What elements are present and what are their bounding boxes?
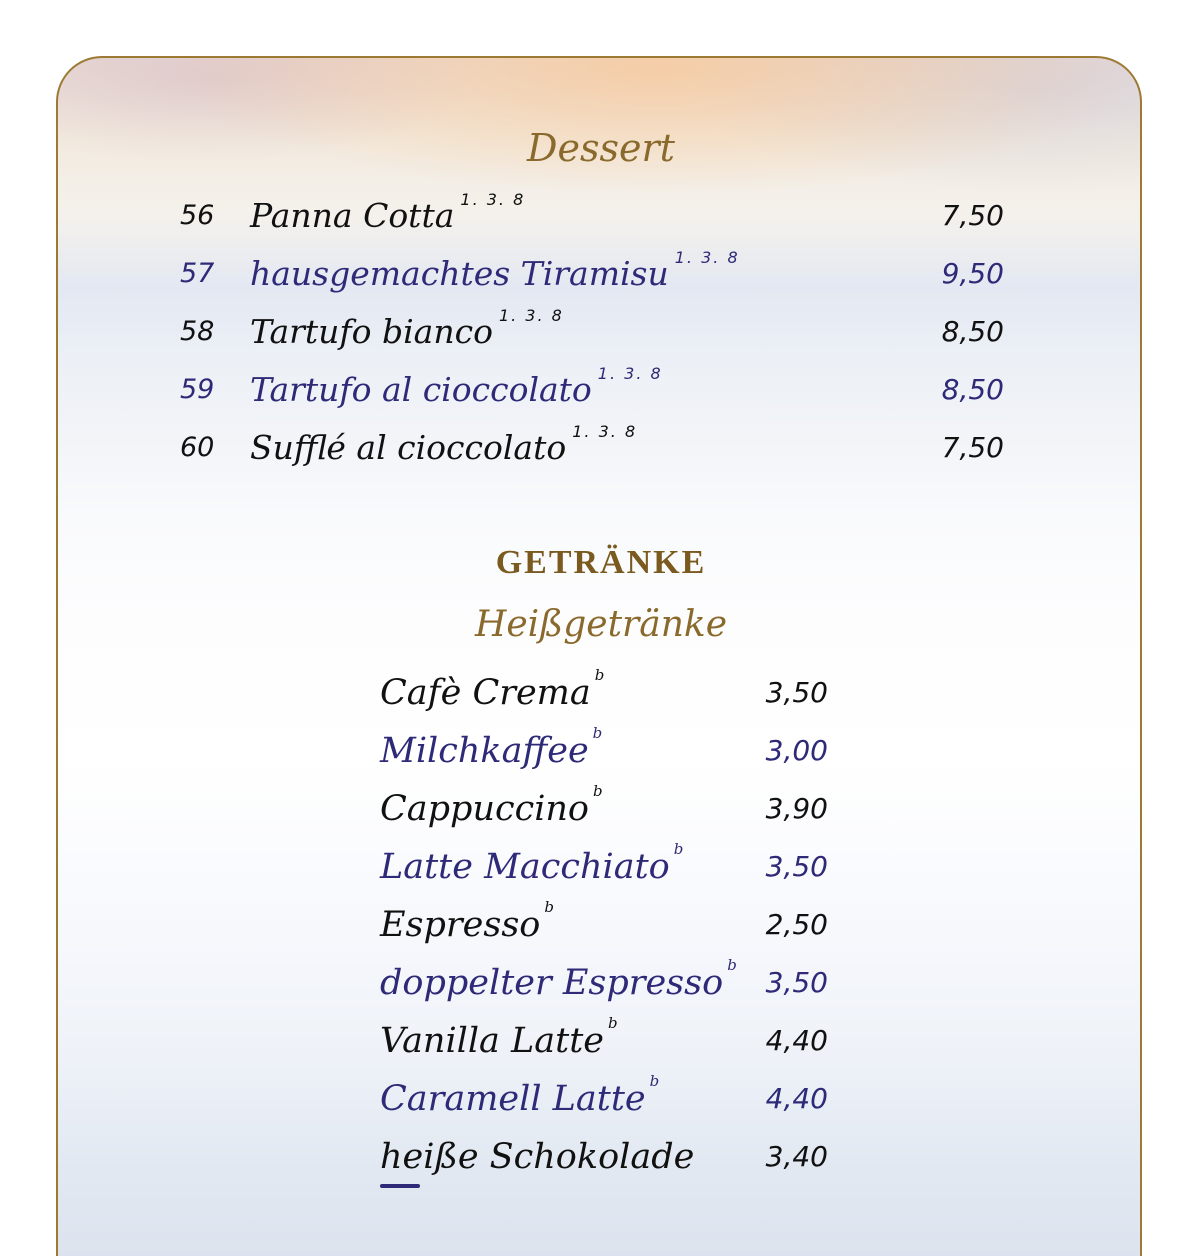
drink-name: Caramell Latte — [380, 1079, 646, 1119]
dessert-name: Sufflé al cioccolato — [250, 428, 567, 467]
allergen-codes: 1. 3. 8 — [460, 190, 526, 209]
drink-note: b — [594, 666, 605, 684]
drink-name-wrap — [380, 842, 683, 892]
allergen-codes: 1. 3. 8 — [597, 364, 663, 383]
drink-price: 3,50 — [765, 850, 828, 883]
dessert-heading: Dessert — [527, 126, 675, 170]
dessert-price: 9,50 — [941, 257, 1004, 290]
dessert-number: 58 — [180, 316, 215, 347]
drink-name: Milchkaffee — [380, 731, 589, 771]
drink-name-wrap — [380, 900, 554, 950]
dessert-number: 60 — [180, 432, 215, 463]
allergen-codes: 1. 3. 8 — [674, 248, 740, 267]
drink-name-wrap — [380, 958, 737, 1008]
drink-name-wrap — [380, 726, 602, 776]
dessert-name-wrap — [250, 190, 526, 238]
drink-price: 3,50 — [765, 966, 828, 999]
drink-price: 4,40 — [765, 1024, 828, 1057]
drink-name: Cafè Crema — [380, 673, 591, 713]
dessert-name-wrap — [250, 364, 663, 412]
dessert-name-wrap — [250, 248, 740, 296]
dessert-name: Panna Cotta — [250, 196, 455, 235]
drink-name-wrap — [380, 1074, 659, 1124]
drink-note: b — [673, 840, 684, 858]
drink-note: b — [593, 782, 603, 800]
hot-drinks-subheading: Heißgetränke — [474, 604, 728, 645]
drink-name: Vanilla Latte — [380, 1021, 604, 1061]
drink-note: b — [727, 956, 737, 974]
dessert-price: 8,50 — [941, 373, 1004, 406]
drink-price: 2,50 — [765, 908, 828, 941]
dessert-price: 7,50 — [941, 199, 1004, 232]
dessert-name-wrap — [250, 306, 564, 354]
drink-name: Espresso — [380, 905, 541, 945]
drink-note: b — [649, 1072, 660, 1090]
drink-name: Latte Macchiato — [380, 847, 670, 887]
drink-name: doppelter Espresso — [380, 963, 724, 1003]
dessert-number: 57 — [180, 258, 215, 289]
drink-note: b — [544, 898, 554, 916]
dessert-number: 59 — [180, 374, 215, 405]
drink-note: b — [608, 1014, 618, 1032]
dessert-price: 8,50 — [941, 315, 1004, 348]
dessert-number: 56 — [180, 200, 215, 231]
drink-price: 3,40 — [765, 1140, 828, 1173]
dessert-name: Tartufo bianco — [250, 312, 493, 351]
drink-price: 4,40 — [765, 1082, 828, 1115]
allergen-codes: 1. 3. 8 — [498, 306, 564, 325]
dessert-name: Tartufo al cioccolato — [250, 370, 592, 409]
drink-name-wrap — [380, 668, 604, 718]
drink-price: 3,50 — [765, 676, 828, 709]
drink-name-wrap — [380, 1132, 694, 1182]
drinks-heading: GETRÄNKE — [495, 544, 707, 581]
drink-price: 3,00 — [765, 734, 828, 767]
cut-off-next-item — [380, 1184, 420, 1188]
dessert-name: hausgemachtes Tiramisu — [250, 254, 669, 293]
dessert-name-wrap — [250, 422, 638, 470]
dessert-price: 7,50 — [941, 431, 1004, 464]
drink-name-wrap — [380, 1016, 618, 1066]
drink-name: Cappuccino — [380, 789, 590, 829]
drink-note: b — [592, 724, 603, 742]
drink-price: 3,90 — [765, 792, 828, 825]
menu-card — [56, 56, 1142, 1256]
allergen-codes: 1. 3. 8 — [572, 422, 638, 441]
drink-name-wrap — [380, 784, 603, 834]
drink-name: heiße Schokolade — [380, 1137, 695, 1177]
